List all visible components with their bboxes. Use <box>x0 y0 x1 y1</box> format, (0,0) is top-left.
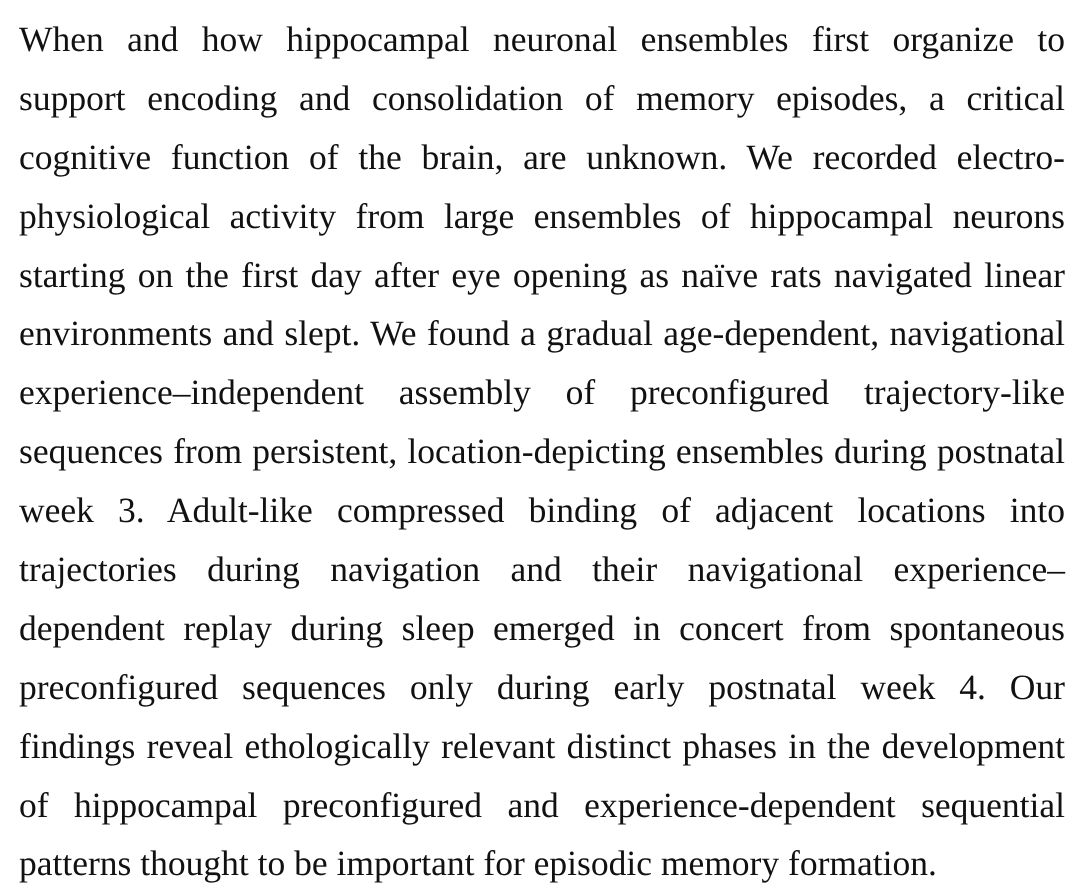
abstract-line: support encoding and consolidation of memory episodes, a critical <box>19 77 1065 118</box>
abstract-line: findings reveal ethologically relevant distinct phases in the development <box>19 725 1065 766</box>
abstract-paragraph <box>19 10 1065 893</box>
abstract-line: cognitive function of the brain, are unknown. We recorded electro- <box>19 136 1065 177</box>
abstract-line: physiological activity from large ensembles of hippocampal neurons <box>19 195 1065 236</box>
abstract-line: trajectories during navigation and their navigational experience– <box>19 549 1065 590</box>
abstract-line: dependent replay during sleep emerged in concert from spontaneous <box>19 607 1065 648</box>
abstract-line: environments and slept. We found a gradual age-dependent, navigational <box>19 313 1065 354</box>
abstract-line: week 3. Adult-like compressed binding of adjacent locations into <box>19 490 1065 531</box>
abstract-line: When and how hippocampal neuronal ensembles first organize to <box>19 19 1065 59</box>
abstract-line-last: patterns thought to be important for episodic memory formation. <box>19 843 937 884</box>
abstract-line: preconfigured sequences only during early postnatal week 4. Our <box>19 666 1065 707</box>
abstract-line: experience–independent assembly of preconfigured trajectory-like <box>19 372 1065 413</box>
abstract-line: sequences from persistent, location-depicting ensembles during postnatal <box>19 431 1065 472</box>
abstract-line: of hippocampal preconfigured and experience-dependent sequential <box>19 784 1065 825</box>
abstract-line: starting on the first day after eye opening as naïve rats navigated linear <box>19 254 1065 295</box>
